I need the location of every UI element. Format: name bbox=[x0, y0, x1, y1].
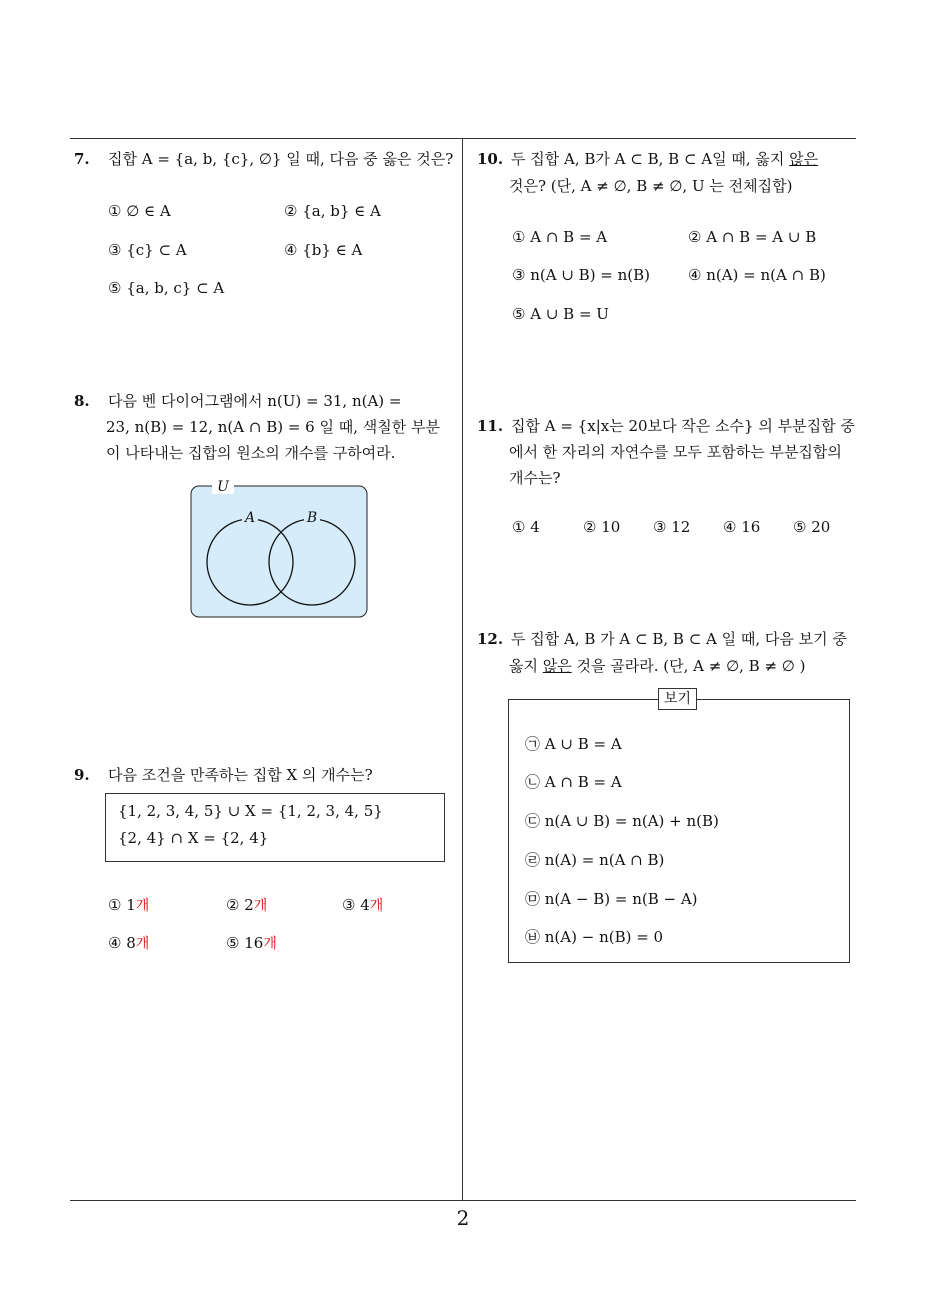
set-b-label: B bbox=[306, 510, 318, 526]
question-number: 7. bbox=[74, 150, 90, 168]
question-10-line-2: 것은? (단, A ≠ ∅, B ≠ ∅, U 는 전체집합) bbox=[509, 177, 793, 195]
underlined-word: 않은 bbox=[789, 150, 819, 168]
q11-option-5[interactable]: ⑤ 20 bbox=[793, 518, 831, 536]
question-stem: 집합 A = {a, b, {c}, ∅} 일 때, 다음 중 옳은 것은? bbox=[108, 150, 454, 168]
question-8 bbox=[74, 388, 458, 415]
q10-option-2[interactable]: ② A ∩ B = A ∪ B bbox=[688, 228, 817, 246]
bogi-item-6: ㉥ n(A) − n(B) = 0 bbox=[525, 928, 664, 946]
underlined-word: 않은 bbox=[542, 657, 572, 675]
condition-2: {2, 4} ∩ X = {2, 4} bbox=[118, 829, 269, 847]
question-stem-line-1: 두 집합 A, B 가 A ⊂ B, B ⊂ A 일 때, 다음 보기 중 bbox=[511, 630, 847, 648]
q9-option-1[interactable] bbox=[108, 895, 149, 915]
question-number: 8. bbox=[74, 392, 90, 410]
question-stem-line-1: 다음 벤 다이어그램에서 n(U) = 31, n(A) = bbox=[108, 392, 402, 410]
question-10 bbox=[477, 146, 862, 173]
option-unit: 개 bbox=[135, 898, 150, 914]
stem-text: 것을 골라라. (단, A ≠ ∅, B ≠ ∅ ) bbox=[571, 657, 806, 675]
q7-option-2[interactable]: ② {a, b} ∈ A bbox=[284, 202, 381, 220]
q7-option-4[interactable]: ④ {b} ∈ A bbox=[284, 241, 363, 259]
top-rule bbox=[70, 138, 856, 139]
bogi-item-3: ㉢ n(A ∪ B) = n(A) + n(B) bbox=[525, 812, 719, 830]
option-marker: ④ 8 bbox=[108, 934, 136, 952]
q10-option-1[interactable]: ① A ∩ B = A bbox=[512, 228, 608, 246]
q7-option-1[interactable]: ① ∅ ∈ A bbox=[108, 202, 171, 220]
bogi-item-1: ㉠ A ∪ B = A bbox=[525, 735, 622, 753]
q11-option-3[interactable]: ③ 12 bbox=[653, 518, 691, 536]
option-marker: ① 1 bbox=[108, 896, 136, 914]
q9-option-4[interactable] bbox=[108, 933, 149, 953]
condition-1: {1, 2, 3, 4, 5} ∪ X = {1, 2, 3, 4, 5} bbox=[118, 802, 383, 820]
column-divider bbox=[462, 138, 463, 1201]
bogi-item-4: ㉣ n(A) = n(A ∩ B) bbox=[525, 851, 665, 869]
bogi-item-5: ㉤ n(A − B) = n(B − A) bbox=[525, 890, 698, 908]
option-unit: 개 bbox=[253, 898, 268, 914]
universe-rect bbox=[191, 486, 367, 617]
question-stem-line-1: 집합 A = {x|x는 20보다 작은 소수} 의 부분집합 중 bbox=[511, 417, 855, 435]
universe-label: U bbox=[217, 479, 229, 495]
question-number: 10. bbox=[477, 150, 504, 168]
option-marker: ③ 4 bbox=[342, 896, 370, 914]
bogi-box bbox=[508, 699, 850, 963]
bogi-label: 보기 bbox=[658, 688, 697, 710]
question-number: 9. bbox=[74, 766, 90, 784]
question-number: 12. bbox=[477, 630, 504, 648]
option-unit: 개 bbox=[263, 936, 277, 952]
venn-diagram bbox=[186, 476, 376, 622]
q9-option-3[interactable] bbox=[342, 895, 383, 915]
q10-option-4[interactable]: ④ n(A) = n(A ∩ B) bbox=[688, 266, 826, 284]
question-9 bbox=[74, 762, 454, 789]
question-11-line-2: 에서 한 자리의 자연수를 모두 포함하는 부분집합의 bbox=[509, 443, 842, 461]
question-number: 11. bbox=[477, 417, 504, 435]
set-a-label: A bbox=[244, 510, 256, 526]
q11-option-4[interactable]: ④ 16 bbox=[723, 518, 761, 536]
question-12-line-2 bbox=[509, 653, 859, 680]
bottom-rule bbox=[70, 1200, 856, 1201]
question-11-line-3: 개수는? bbox=[509, 469, 561, 487]
option-marker: ⑤ 16 bbox=[226, 934, 264, 952]
option-unit: 개 bbox=[369, 898, 384, 914]
q7-option-3[interactable]: ③ {c} ⊂ A bbox=[108, 241, 187, 259]
question-8-line-2: 23, n(B) = 12, n(A ∩ B) = 6 일 때, 색칠한 부분 bbox=[106, 418, 440, 436]
bogi-item-2: ㉡ A ∩ B = A bbox=[525, 773, 622, 791]
q10-option-5[interactable]: ⑤ A ∪ B = U bbox=[512, 305, 609, 323]
question-12 bbox=[477, 626, 862, 653]
q9-option-2[interactable] bbox=[226, 895, 267, 915]
stem-text: 옳지 bbox=[509, 657, 543, 675]
question-stem-line-1: 두 집합 A, B가 A ⊂ B, B ⊂ A일 때, 옳지 bbox=[511, 150, 790, 168]
q11-option-2[interactable]: ② 10 bbox=[583, 518, 621, 536]
condition-box bbox=[105, 793, 445, 862]
question-8-line-3: 이 나타내는 집합의 원소의 개수를 구하여라. bbox=[106, 444, 396, 462]
option-marker: ② 2 bbox=[226, 896, 254, 914]
option-unit: 개 bbox=[135, 936, 150, 952]
q10-option-3[interactable]: ③ n(A ∪ B) = n(B) bbox=[512, 266, 651, 284]
question-11 bbox=[477, 413, 862, 440]
question-7 bbox=[74, 146, 454, 173]
q11-option-1[interactable]: ① 4 bbox=[512, 518, 540, 536]
question-stem: 다음 조건을 만족하는 집합 X 의 개수는? bbox=[108, 766, 373, 784]
q9-option-5[interactable] bbox=[226, 933, 277, 953]
page-number: 2 bbox=[456, 1206, 470, 1230]
q7-option-5[interactable]: ⑤ {a, b, c} ⊂ A bbox=[108, 279, 225, 297]
